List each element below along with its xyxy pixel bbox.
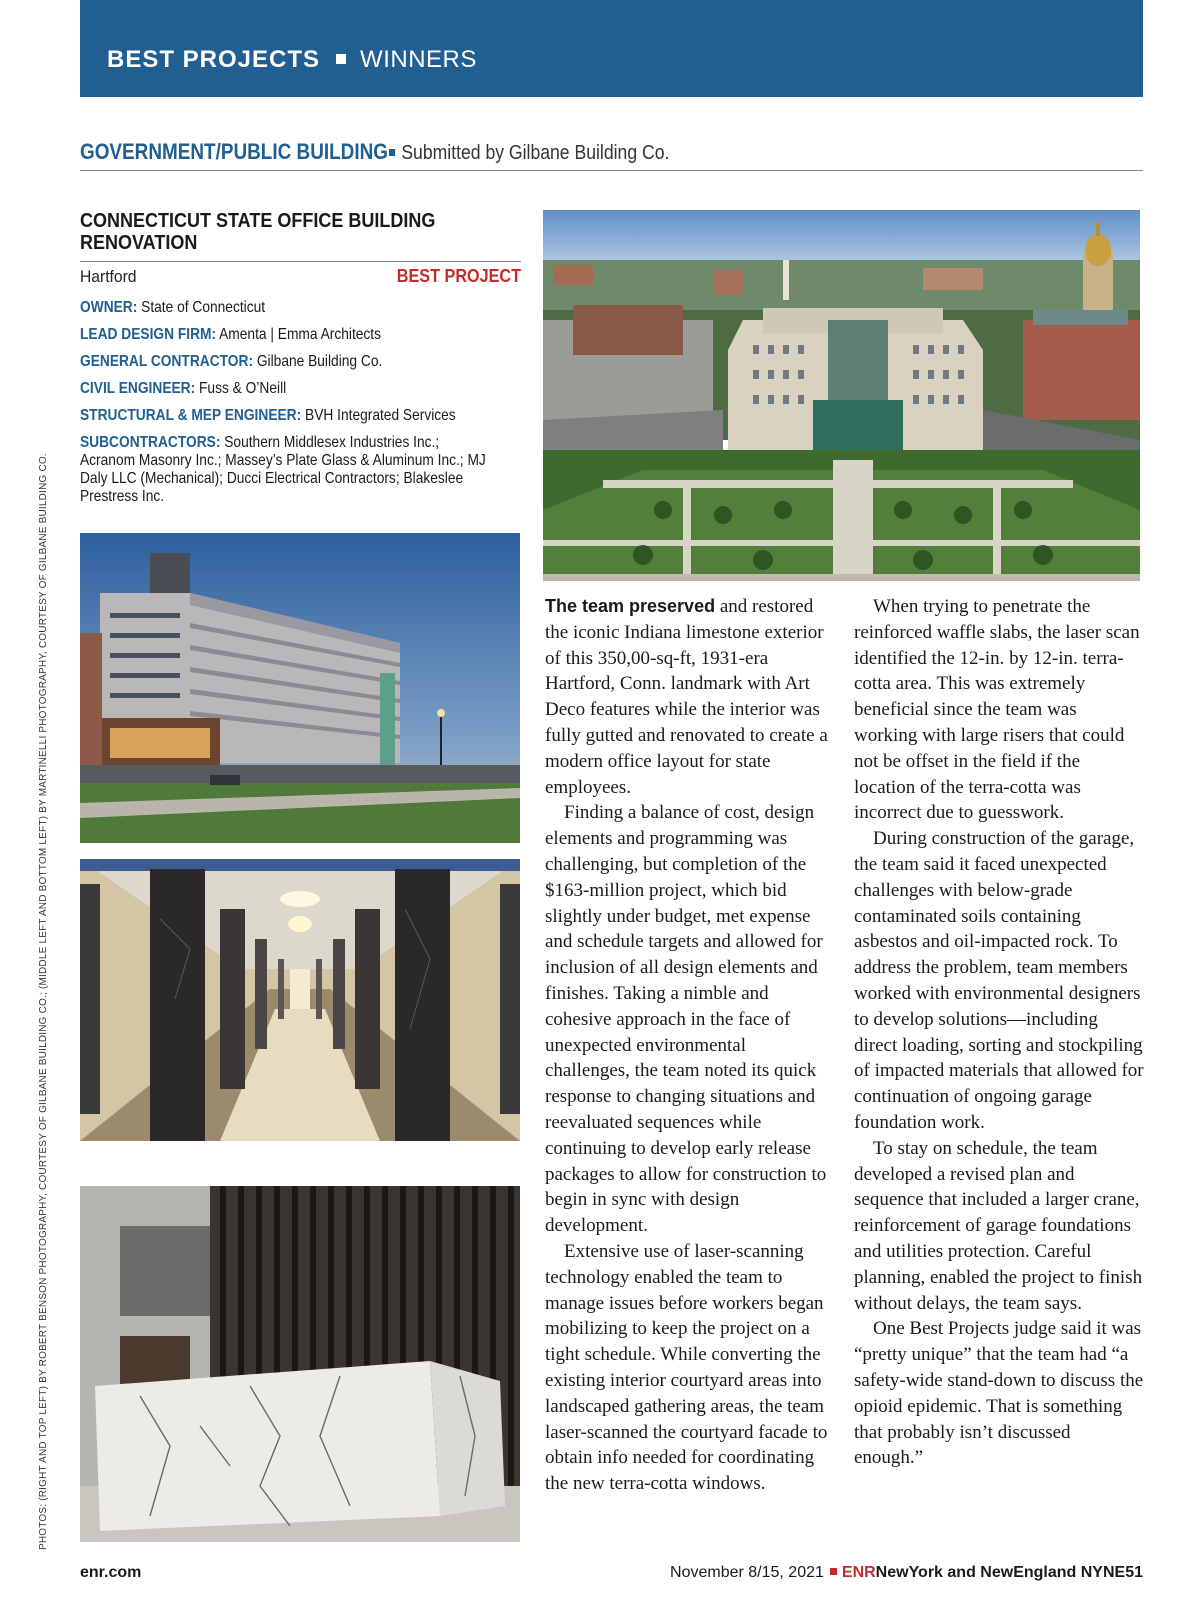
award-label: BEST PROJECT	[396, 266, 521, 286]
article-paragraph: Finding a balance of cost, design elements and programming was challenging, but completion of the $163-million project, which bid slightly under budget, met expense and schedule targets and allowed for inclusion of all design elements and finishes. Taking a nimble and cohesive approach in the face of unexpected environmental challenges, the team noted its quick response to changing situations and reevaluated sequences while continuing to develop early release packages to allow for construction to begin in sync with design development.	[545, 802, 827, 1237]
photo-credit: PHOTOS: (RIGHT AND TOP LEFT) BY ROBERT BENSON PHOTOGRAPHY, COURTESY OF GILBANE BUILDING CO.; (MIDDLE LEFT AND BOTTOM LEFT) BY MARTINELLI PHOTOGRAPHY, COURTESY OF GILBANE BUILDING CO.	[38, 453, 49, 1550]
credit-general-contractor	[80, 353, 493, 371]
project-location: Hartford	[80, 267, 137, 286]
header-square-bullet	[336, 54, 346, 64]
article-paragraph	[545, 594, 830, 800]
section-header-band	[80, 0, 1143, 97]
article-paragraph: Extensive use of laser-scanning technology enabled the team to manage issues before workers began mobilizing to keep the project on a tight schedule. While converting the existing interior courtyard areas into landscaped gathering areas, the team laser-scanned the courtyard facade to obtain info needed for coordinating the new terra-cotta windows.	[545, 1240, 828, 1495]
credit-role: GENERAL CONTRACTOR:	[80, 353, 254, 370]
article-paragraph: One Best Projects judge said it was “pretty unique” that the team had “a safety-wide stand-down to discuss the opioid epidemic. That is something that probably isn’t discussed enough.”	[854, 1318, 1144, 1469]
credit-role: STRUCTURAL & MEP ENGINEER:	[80, 407, 302, 424]
title-divider	[80, 261, 521, 262]
section-subtitle: WINNERS	[360, 46, 477, 73]
footer-square-bullet	[830, 1568, 837, 1575]
footer-date: November 8/15, 2021	[670, 1564, 824, 1581]
credit-lead-design	[80, 326, 493, 344]
footer-brand: ENR	[841, 1564, 876, 1581]
credit-owner	[80, 299, 493, 317]
marble-corridor-photo	[80, 859, 520, 1141]
credit-value: State of Connecticut	[141, 299, 266, 316]
article-lead-in: The team preserved	[545, 596, 716, 616]
footer-site: enr.com	[80, 1564, 142, 1581]
credit-value: BVH Integrated Services	[305, 407, 456, 424]
credit-subcontractors	[80, 434, 493, 506]
article-column-2	[854, 594, 1144, 1471]
category-line	[80, 139, 1143, 171]
credit-value: Amenta | Emma Architects	[219, 326, 381, 343]
credit-value: Fuss & O’Neill	[199, 380, 287, 397]
credit-role: CIVIL ENGINEER:	[80, 380, 196, 397]
article-paragraph: To stay on schedule, the team developed a revised plan and sequence that included a larger crane, reinforcement of garage foundations and utilities protection. Careful planning, enabled the project to finish without delays, the team says.	[854, 1137, 1143, 1314]
project-credits	[80, 299, 493, 515]
footer-page-number: NYNE51	[1080, 1564, 1143, 1581]
footer-region: NewYork and NewEngland	[875, 1564, 1077, 1581]
credit-civil-engineer	[80, 380, 493, 398]
exterior-garage-photo	[80, 533, 520, 843]
reception-desk-photo	[80, 1186, 520, 1542]
aerial-building-photo	[543, 210, 1140, 581]
category-square-bullet	[389, 149, 395, 156]
project-title: CONNECTICUT STATE OFFICE BUILDING RENOVATION	[80, 210, 436, 254]
credit-role: OWNER:	[80, 299, 138, 316]
footer-folio	[670, 1564, 1143, 1582]
category-name: GOVERNMENT/PUBLIC BUILDING	[80, 139, 388, 164]
article-paragraph: When trying to penetrate the reinforced waffle slabs, the laser scan identified the 12-in. by 12-in. terra-cotta area. This was extremely beneficial since the team was working with large risers that could not be offset in the field if the location of the terra-cotta was incorrect due to guesswork.	[854, 596, 1140, 824]
article-column-1	[545, 594, 830, 1497]
credit-value: Southern Middlesex Industries Inc.; Acranom Masonry Inc.; Massey’s Plate Glass & Aluminum Inc.; MJ Daly LLC (Mechanical); Ducci Electrical Contractors; Blakeslee Prestress Inc.	[80, 434, 486, 505]
credit-role: SUBCONTRACTORS:	[80, 434, 221, 451]
article-paragraph: During construction of the garage, the team said it faced unexpected challenges with below-grade contaminated soils containing asbestos and oil-impacted rock. To address the problem, team members worked with environmental designers to develop solutions—including direct loading, sorting and stockpiling of impacted materials that allowed for continuation of ongoing garage foundation work.	[854, 828, 1144, 1133]
article-paragraph-text: and restored the iconic Indiana limestone exterior of this 350,00-sq-ft, 1931-era Hartford, Conn. landmark with Art Deco features while the interior was fully gutted and renovated to create a modern office layout for state employees.	[545, 596, 828, 798]
section-title: BEST PROJECTS	[107, 46, 321, 73]
credit-value: Gilbane Building Co.	[256, 353, 383, 370]
credit-role: LEAD DESIGN FIRM:	[80, 326, 217, 343]
credit-structural-mep	[80, 407, 493, 425]
submitted-by: Submitted by Gilbane Building Co.	[401, 142, 670, 164]
